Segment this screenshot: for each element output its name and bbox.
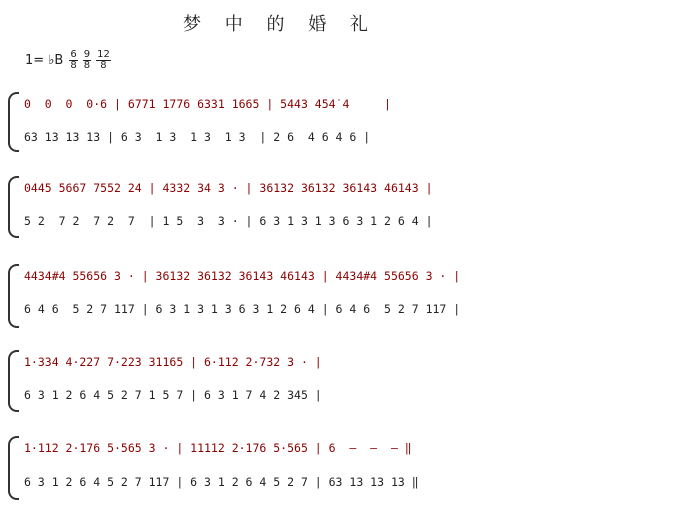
- system-brace: [8, 264, 19, 328]
- system-brace: [8, 350, 19, 412]
- system-3-melody: 4434#4 55656 3 · | 36132 36132 36143 46143 | 4434#4 55656 3 · |: [24, 269, 461, 283]
- time-signature: $\frac{12}{8}$: [97, 48, 110, 71]
- system-1-melody: 0 0 0 0·6 | 6771 1776 6331 1665 | 5443 4̇54̇ 4 |: [24, 97, 391, 111]
- page-title: 梦 中 的 婚 礼: [183, 14, 377, 35]
- key-signature: [25, 48, 116, 72]
- system-brace: [8, 92, 19, 152]
- system-3-accompaniment: 6 4 6 5 2 7 117 | 6 3 1 3 1 3 6 3 1 2 6 4 | 6 4 6 5 2 7 117 |: [24, 302, 461, 316]
- system-4-accompaniment: 6 3 1 2 6 4 5 2 7 1 5 7 | 6 3 1 7 4 2 345 |: [24, 388, 322, 402]
- key-label: 1= ♭B: [25, 52, 64, 68]
- system-5-accompaniment: 6 3 1 2 6 4 5 2 7 117 | 6 3 1 2 6 4 5 2 7 | 63 13 13 13 ‖: [24, 475, 419, 489]
- system-1-accompaniment: 63 13 13 13 | 6 3 1 3 1 3 1 3 | 2 6 4 6 4 6 |: [24, 130, 371, 144]
- system-2-melody: 0445 5667 7552 24 | 4332 34 3 · | 36132 36132 36143 46143 |: [24, 181, 433, 195]
- system-4-melody: 1·334 4·227 7·223 31165 | 6·112 2·732 3 · |: [24, 355, 322, 369]
- system-5-melody: 1·112 2·176 5·565 3 · | 11112 2·176 5·565 | 6 – – – ‖: [24, 441, 412, 455]
- system-brace: [8, 436, 19, 500]
- system-2-accompaniment: 5 2 7 2 7 2 7 | 1 5 3 3 · | 6 3 1 3 1 3 6 3 1 2 6 4 |: [24, 214, 433, 228]
- time-signature: $\frac{6}{8}$: [70, 48, 77, 71]
- system-brace: [8, 176, 19, 238]
- time-signature: $\frac{9}{8}$: [83, 48, 91, 71]
